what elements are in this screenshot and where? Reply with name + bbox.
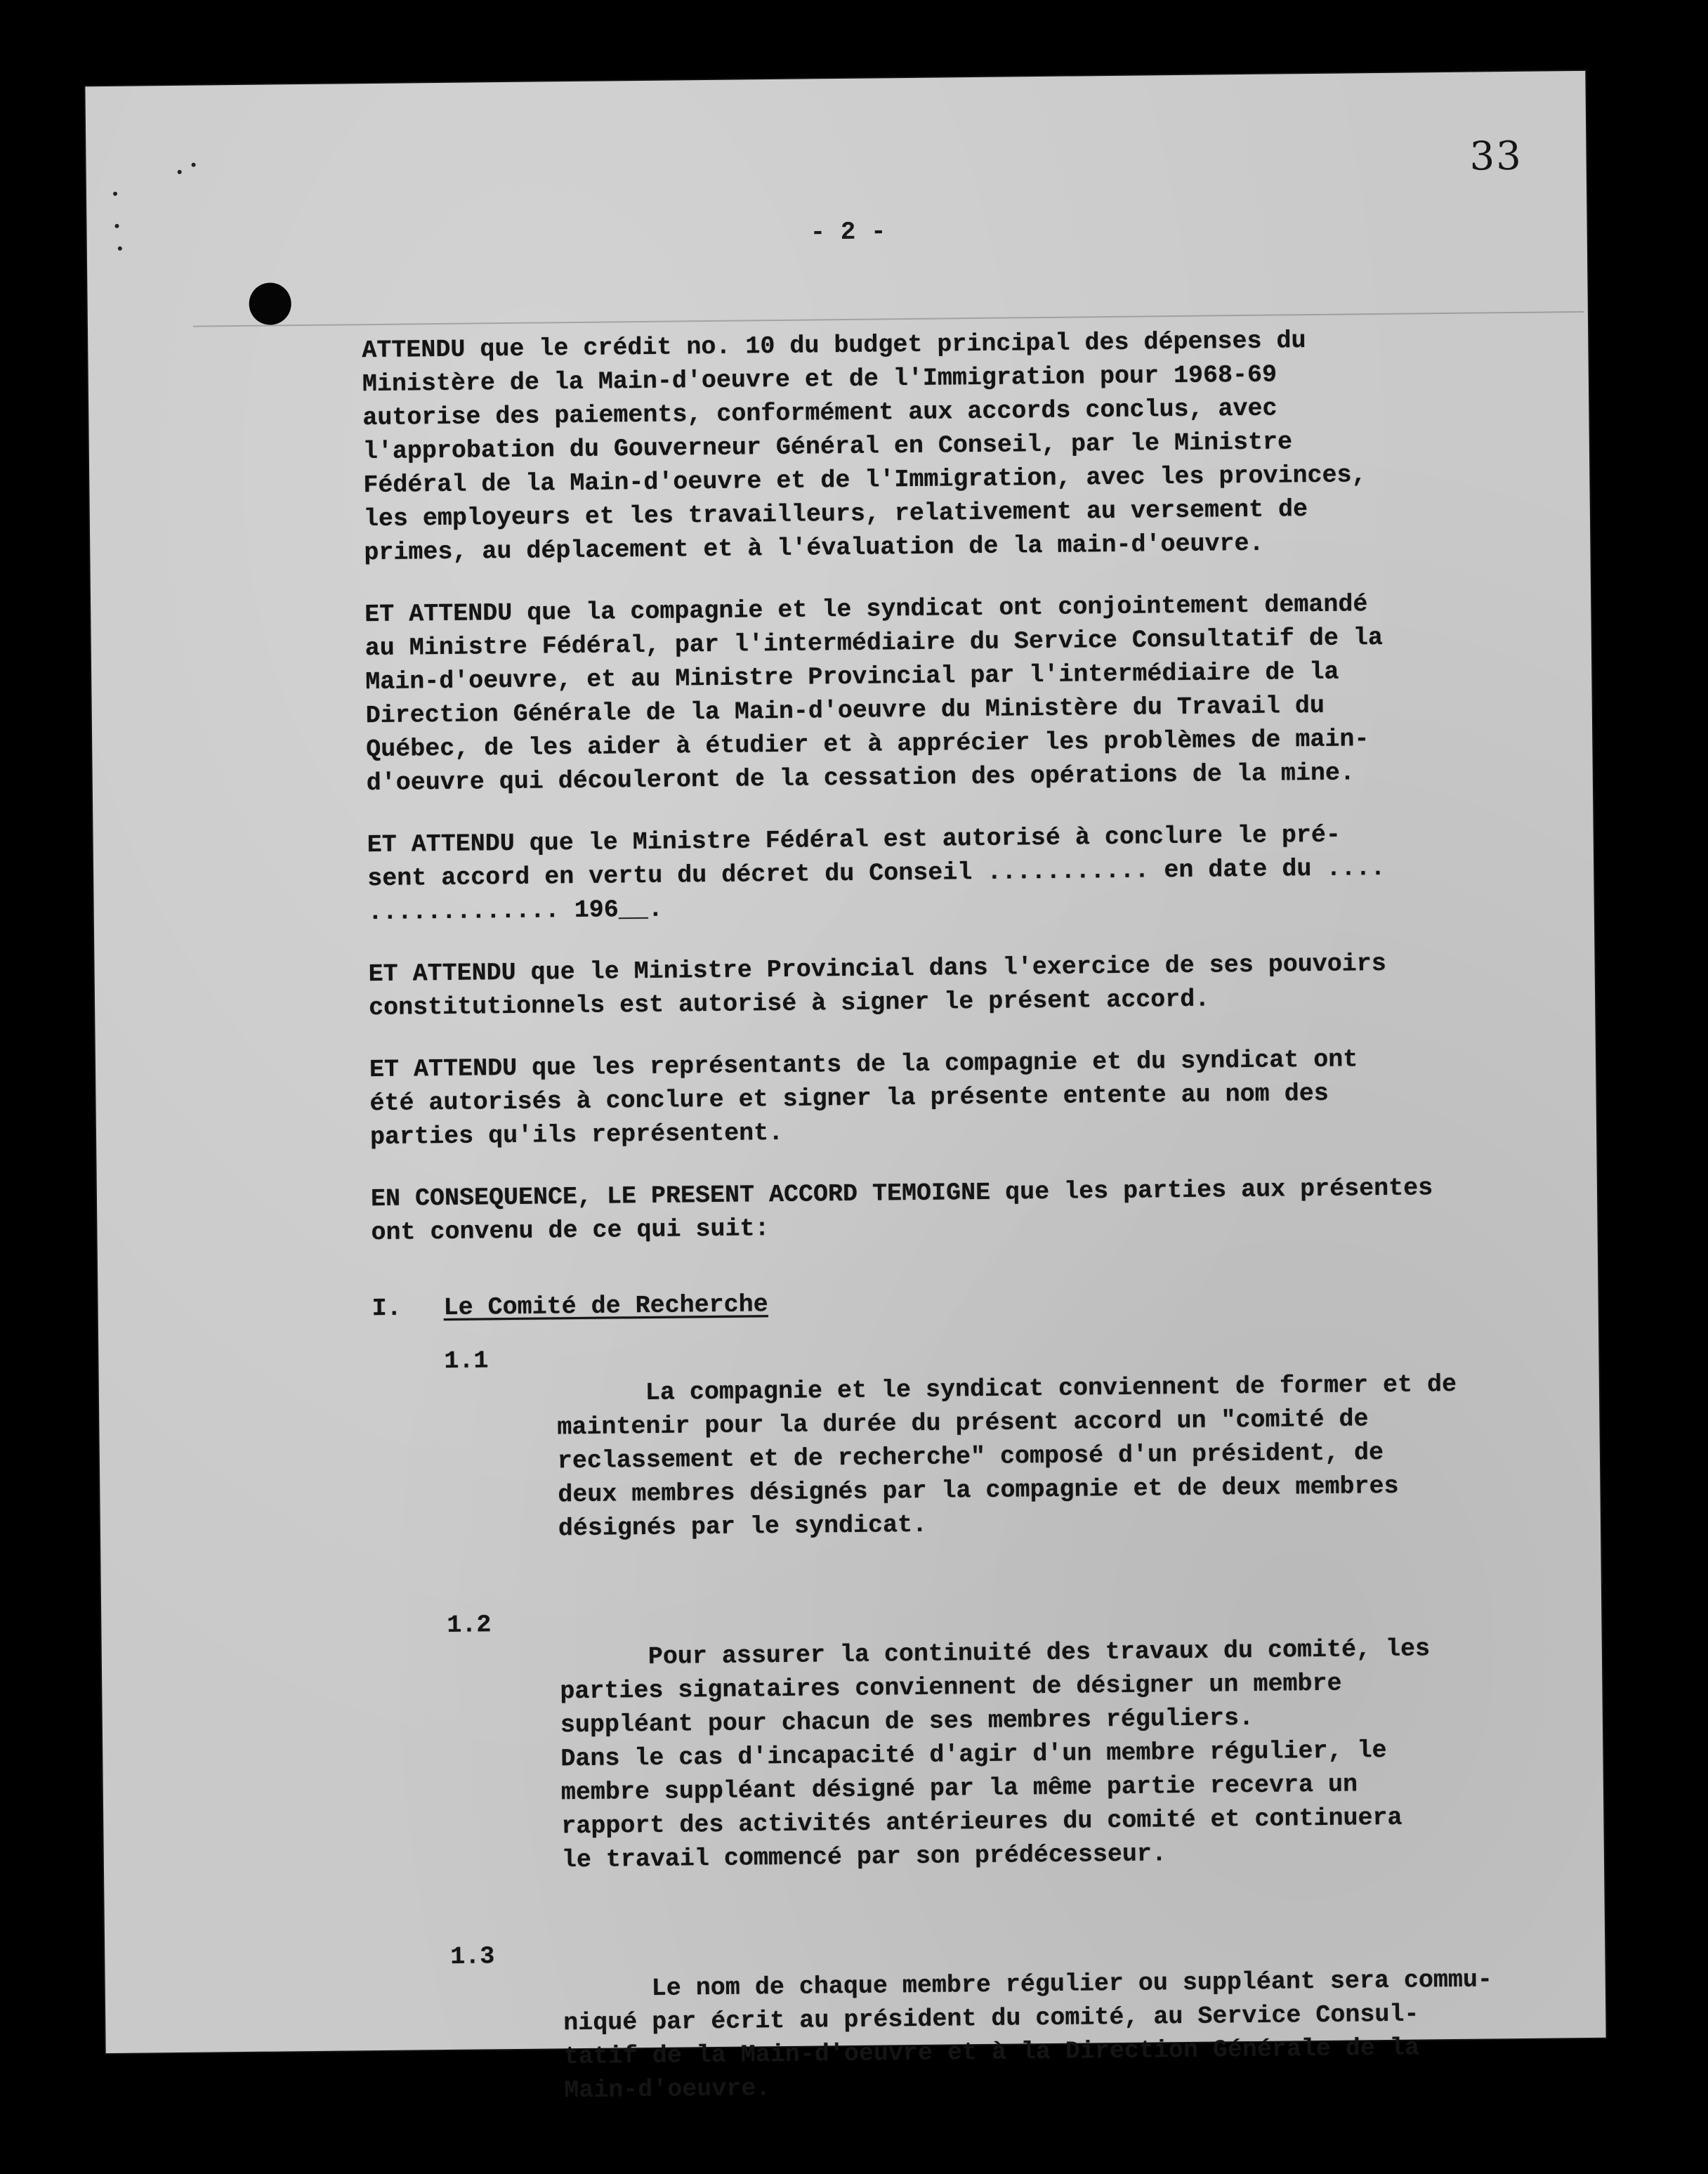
document-page (85, 71, 1605, 2105)
document-body (362, 322, 1511, 2171)
recital-paragraph (362, 322, 1494, 570)
punch-hole (249, 282, 291, 325)
recital-lead: ATTENDU (362, 335, 466, 365)
recital-text: que les représentants de la compagnie et du syndicat ont été autorisés à conclure et signer la présente entente au nom des parties qu'ils représentent. (369, 1045, 1358, 1152)
ink-speck (192, 163, 196, 167)
operative-lead: EN CONSEQUENCE, LE PRESENT ACCORD TEMOIGNE (370, 1178, 991, 1214)
recital-text: que le Ministre Fédéral est autorisé à conclure le pré- sent accord en vertu du décret du Conseil ........... en date du .... ............. 196__. (367, 820, 1386, 927)
clause-text: Le nom de chaque membre régulier ou suppléant sera commu- niqué par écrit au président du comité, au Service Consul- tatif de la Main-d'oeuvre et à la Direction Générale de la Main-d'oeuvre. (563, 1965, 1493, 2105)
operative-paragraph (371, 1170, 1502, 1250)
recital-text: que la compagnie et le syndicat ont conjointement demandé au Ministre Fédéral, par l'intermédiaire du Service Consultatif de la Main-d'oeuvre, et au Ministre Provincial par l'intermédiaire de la Direction Générale de la Main-d'oeuvre du Ministère du Travail du Québec, de les aider à étudier et à apprécier les problèmes de main- d'oeuvre qui découleront de la cessation des opérations de la mine. (364, 590, 1384, 798)
ink-speck (178, 170, 182, 174)
recital-text: que le crédit no. 10 du budget principal des dépenses du Ministère de la Main-d'oeuvre et de l'Immigration pour 1968-69 autorise des paiements, conformément aux accords conclus, avec l'approbation du Gouverneur Général en Conseil, par le Ministre Fédéral de la Main-d'oeuvre et de l'Immigration, avec les provinces, les employeurs et les travailleurs, relativement au versement de primes, au déplacement et à l'évaluation de la main-d'oeuvre. (362, 327, 1367, 568)
clause-text: La compagnie et le syndicat conviennent de former et de maintenir pour la durée du présent accord un "comité de reclassement et de recherche" composé d'un président, de deux membres désignés par la compagnie et de deux membres désignés par le syndicat. (557, 1370, 1457, 1543)
section-number: I. (372, 1294, 402, 1323)
recital-lead: ET ATTENDU (364, 598, 513, 629)
clause (375, 1597, 1509, 1913)
recital-lead: ET ATTENDU (367, 829, 515, 860)
archive-page-number: 33 (1469, 133, 1523, 180)
recital-paragraph (368, 945, 1499, 1025)
recital-paragraph (364, 586, 1497, 800)
clause-number: 1.2 (447, 1611, 492, 1639)
ink-speck (113, 192, 117, 196)
recital-lead: ET ATTENDU (369, 1054, 518, 1085)
recital-paragraph (369, 1041, 1501, 1154)
clause (372, 1333, 1505, 1581)
recital-lead: ET ATTENDU (368, 958, 516, 989)
clause-number: 1.3 (450, 1942, 495, 1971)
operative-text: que les parties aux présentes ont convenu de ce qui suit: (371, 1174, 1433, 1248)
recital-paragraph (367, 816, 1498, 929)
clause (379, 1929, 1511, 2143)
clause-text: Pour assurer la continuité des travaux du comité, les parties signataires conviennent de désigner un membre suppléant pour chacun de ses membres réguliers. Dans le cas d'incapacité d'agir d'un membre régulier, le membre suppléant désigné par la même partie recevra un rapport des activités antérieures du comité et continuera le travail commencé par son prédécesseur. (560, 1635, 1431, 1875)
section-heading (372, 1280, 1502, 1325)
ink-speck (118, 247, 122, 251)
ink-speck (114, 224, 119, 228)
recital-text: que le Ministre Provincial dans l'exercice de ses pouvoirs constitutionnels est autorisé à signer le présent accord. (368, 949, 1387, 1023)
clause-number: 1.1 (444, 1347, 489, 1376)
running-head: - 2 - (810, 217, 886, 247)
section-title: Le Comité de Recherche (443, 1290, 768, 1323)
